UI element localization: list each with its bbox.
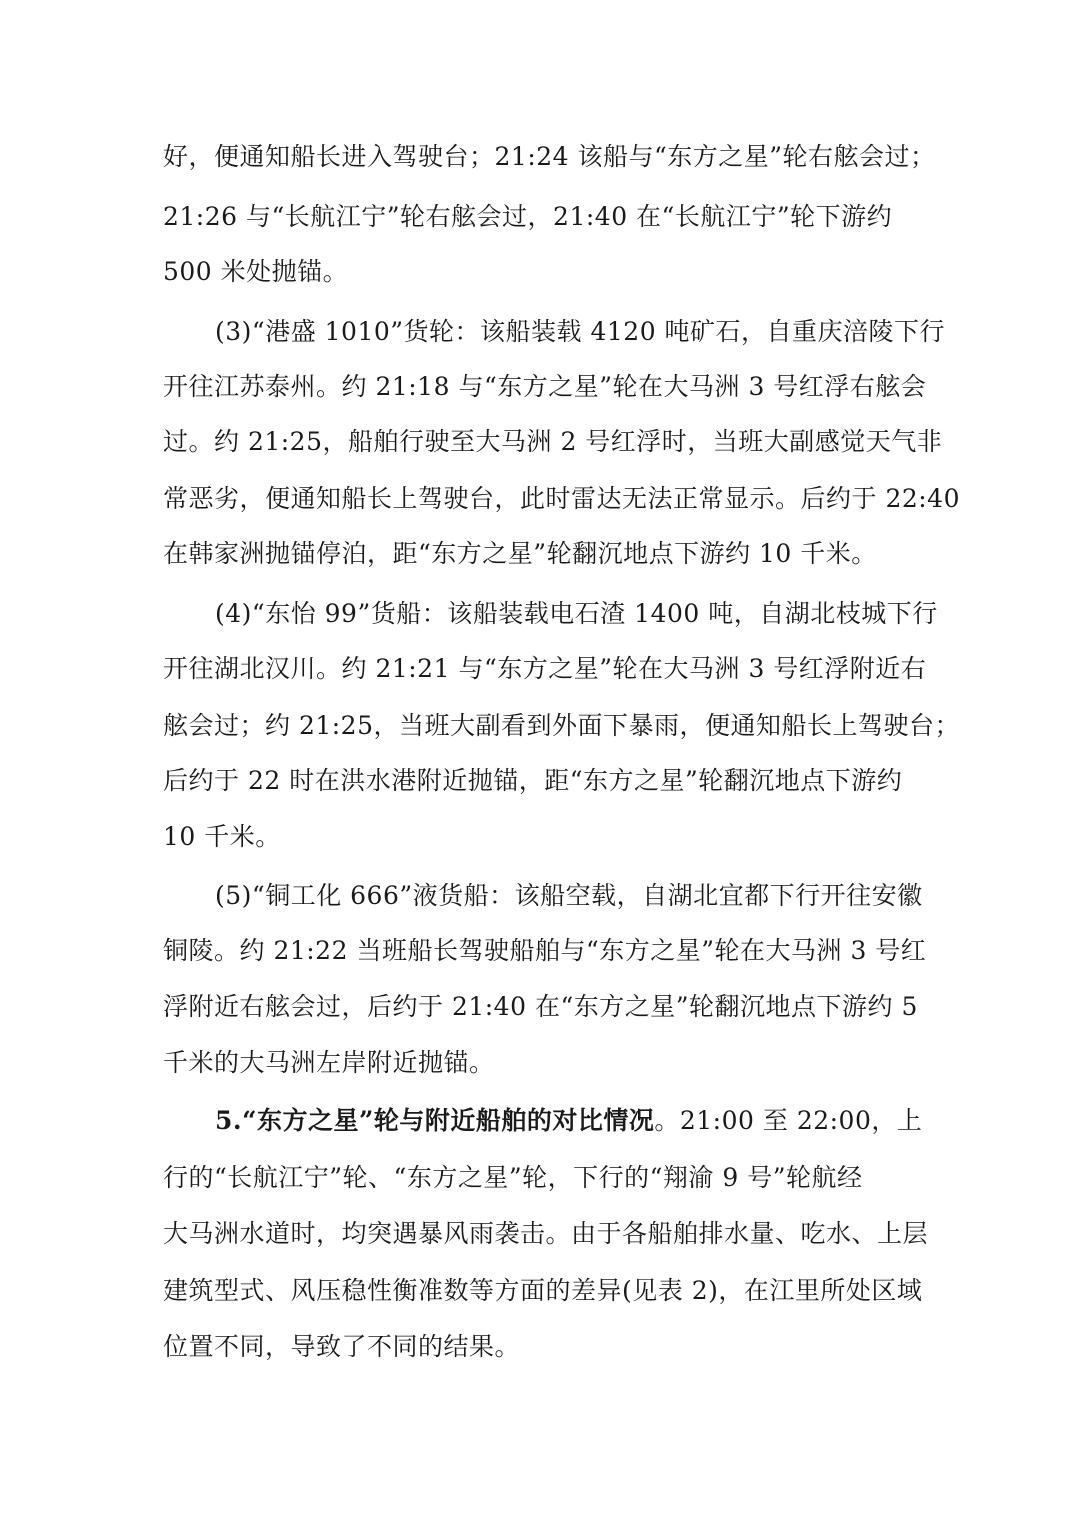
paragraph-5-first-line: (5)“铜工化 666”液货船：该船空载，自湖北宜都下行开往安徽 — [215, 881, 923, 910]
text-line: 好，便通知船长进入驾驶台；21:24 该船与“东方之星”轮右舷会过； — [163, 142, 936, 171]
text-line: 千米的大马洲左岸附近抛锚。 — [163, 1048, 495, 1077]
paragraph-3-first-line: (3)“港盛 1010”货轮：该船装载 4120 吨矿石，自重庆涪陵下行 — [215, 317, 946, 346]
text-line: 行的“长航江宁”轮、“东方之星”轮，下行的“翔渝 9 号”轮航经 — [163, 1163, 863, 1192]
text-line: 浮附近右舷会过，后约于 21:40 在“东方之星”轮翻沉地点下游约 5 — [163, 992, 918, 1021]
section-5-first-line — [215, 1105, 975, 1137]
text-line: 10 千米。 — [163, 822, 281, 851]
text-line: 常恶劣，便通知船长上驾驶台，此时雷达无法正常显示。后约于 22:40 — [163, 484, 960, 513]
section-5-heading: 5.“东方之星”轮与附近船舶的对比情况 — [215, 1106, 655, 1135]
text-line: 开往湖北汉川。约 21:21 与“东方之星”轮在大马洲 3 号红浮附近右 — [163, 654, 927, 683]
text-line: 500 米处抛锚。 — [163, 257, 349, 286]
text-line: 后约于 22 时在洪水港附近抛锚，距“东方之星”轮翻沉地点下游约 — [163, 766, 903, 795]
text-line: 铜陵。约 21:22 当班船长驾驶船舶与“东方之星”轮在大马洲 3 号红 — [163, 936, 927, 965]
text-line: 过。约 21:25，船舶行驶至大马洲 2 号红浮时，当班大副感觉天气非 — [163, 427, 943, 456]
section-5-lead: 。21:00 至 22:00，上 — [654, 1106, 923, 1135]
paragraph-4-first-line: (4)“东怡 99”货船：该船装载电石渣 1400 吨，自湖北枝城下行 — [215, 599, 938, 628]
text-line: 大马洲水道时，均突遇暴风雨袭击。由于各船舶排水量、吃水、上层 — [163, 1219, 929, 1248]
text-line: 建筑型式、风压稳性衡准数等方面的差异(见表 2)，在江里所处区域 — [163, 1276, 923, 1305]
text-line: 在韩家洲抛锚停泊，距“东方之星”轮翻沉地点下游约 10 千米。 — [163, 539, 877, 568]
text-line: 21:26 与“长航江宁”轮右舷会过，21:40 在“长航江宁”轮下游约 — [163, 202, 893, 231]
text-line: 开往江苏泰州。约 21:18 与“东方之星”轮在大马洲 3 号红浮右舷会 — [163, 372, 927, 401]
text-line: 舷会过；约 21:25，当班大副看到外面下暴雨，便通知船长上驾驶台； — [163, 711, 960, 740]
text-line: 位置不同，导致了不同的结果。 — [163, 1332, 521, 1361]
